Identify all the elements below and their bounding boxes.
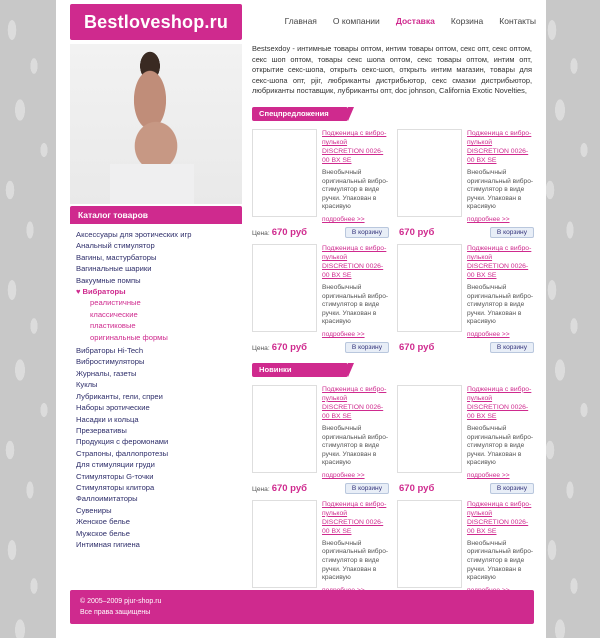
price-value: 670 руб <box>399 341 435 353</box>
product-card[interactable] <box>252 244 389 353</box>
sidebar-item-gspot[interactable]: Стимуляторы G-точки <box>76 471 154 481</box>
product-name[interactable]: Подженица с вибро-пулькой DISCRETION 0026-00 BX SE <box>322 244 387 279</box>
price-value: 670 руб <box>271 226 308 238</box>
product-details-link[interactable]: подробнее >> <box>467 471 510 479</box>
sidebar-item-magazines[interactable]: Журналы, газеты <box>76 368 137 378</box>
section-title-special: Спецпредложения <box>252 107 348 121</box>
sidebar-item-balls[interactable]: Вагинальные шарики <box>76 264 152 274</box>
product-description: Внеобычный оригинальный вибро-стимулятор в виде ручки. Упакован в красивую <box>467 539 534 582</box>
product-buy-row <box>397 223 534 238</box>
product-info <box>467 244 534 338</box>
sidebar-item-strapons[interactable]: Страпоны, фаллопротезы <box>76 448 169 458</box>
nav-item-about[interactable]: О компании <box>332 16 380 26</box>
product-price <box>252 483 307 494</box>
product-info <box>322 385 389 479</box>
add-to-cart-button[interactable]: В корзину <box>345 483 389 494</box>
price-value: 670 руб <box>271 341 308 353</box>
price-value: 670 руб <box>271 482 308 494</box>
catalog-list <box>70 224 242 558</box>
background-pattern-right <box>540 0 600 638</box>
product-thumbnail[interactable] <box>397 244 462 332</box>
price-value: 670 руб <box>399 482 435 494</box>
sidebar-subitem-realistic[interactable]: реалистичные <box>90 298 141 308</box>
price-label: Цена: <box>252 229 270 237</box>
product-name[interactable]: Подженица с вибро-пулькой DISCRETION 0026-00 BX SE <box>467 500 532 535</box>
product-grid-new <box>252 385 534 609</box>
product-buy-row <box>397 338 534 353</box>
product-name[interactable]: Подженица с вибро-пулькой DISCRETION 0026-00 BX SE <box>467 385 532 420</box>
product-details-link[interactable]: подробнее >> <box>467 330 510 338</box>
sidebar-subitems-vibrators <box>90 297 238 343</box>
sidebar-item-vibrators[interactable]: ♥ Вибраторы <box>76 286 238 297</box>
price-label: Цена: <box>252 344 270 352</box>
product-info <box>467 129 534 223</box>
product-card[interactable] <box>252 385 389 494</box>
product-description: Внеобычный оригинальный вибро-стимулятор в виде ручки. Упакован в красивую <box>322 424 389 467</box>
product-thumbnail[interactable] <box>252 244 317 332</box>
product-price <box>252 227 307 238</box>
sidebar-item-women-lingerie[interactable]: Женское белье <box>76 517 130 527</box>
product-buy-row <box>397 479 534 494</box>
top-navigation <box>285 16 536 26</box>
site-header <box>56 0 546 44</box>
product-details-link[interactable]: подробнее >> <box>467 215 510 223</box>
intro-text: Bestsexdoy - интимные товары оптом, интим товары оптом, секс опт, секс оптом, секс шоп оптом, товары секс шопа оптом, секс товары оптом, интим опт, открытие секс-шопа, открыть секс-шоп, открыть интим магазин, товары для секс-шопа опт, рјіг, любриканты дистрибьютор, секс смазки дистрибьютор, любриканты поставщик, лубриканты опт, doc johnson, California Exotic Novelties, <box>252 44 532 96</box>
sidebar-item-vibrostim[interactable]: Вибростимуляторы <box>76 357 145 367</box>
sidebar-item-anal[interactable]: Анальный стимулятор <box>76 241 155 251</box>
product-name[interactable]: Подженица с вибро-пулькой DISCRETION 0026-00 BX SE <box>322 385 387 420</box>
hero-pedestal <box>110 164 194 204</box>
sidebar <box>70 206 242 558</box>
sidebar-item-dolls[interactable]: Куклы <box>76 380 98 390</box>
product-description: Внеобычный оригинальный вибро-стимулятор в виде ручки. Упакован в красивую <box>467 168 534 211</box>
hero-image <box>70 44 242 204</box>
product-card[interactable] <box>397 244 534 353</box>
product-info <box>322 129 389 223</box>
nav-item-delivery[interactable]: Доставка <box>395 16 435 26</box>
product-card[interactable] <box>252 129 389 238</box>
sidebar-subitem-classic[interactable]: классические <box>90 309 138 319</box>
product-buy-row <box>252 223 389 238</box>
sidebar-item-dildos[interactable]: Фаллоимитаторы <box>76 494 138 504</box>
product-description: Внеобычный оригинальный вибро-стимулятор в виде ручки. Упакован в красивую <box>322 539 389 582</box>
sidebar-subitem-original[interactable]: оригинальные формы <box>90 332 168 342</box>
product-name[interactable]: Подженица с вибро-пулькой DISCRETION 0026-00 BX SE <box>322 500 387 535</box>
product-name[interactable]: Подженица с вибро-пулькой DISCRETION 0026-00 BX SE <box>322 129 387 164</box>
product-description: Внеобычный оригинальный вибро-стимулятор в виде ручки. Упакован в красивую <box>467 283 534 326</box>
product-details-link[interactable]: подробнее >> <box>322 471 365 479</box>
product-card[interactable] <box>397 385 534 494</box>
background-pattern-left <box>0 0 60 638</box>
add-to-cart-button[interactable]: В корзину <box>490 342 534 353</box>
section-title-new: Новинки <box>252 363 348 377</box>
product-description: Внеобычный оригинальный вибро-стимулятор в виде ручки. Упакован в красивую <box>467 424 534 467</box>
nav-item-cart[interactable]: Корзина <box>450 16 484 26</box>
product-price <box>397 227 434 238</box>
sidebar-item-clitoris[interactable]: Стимуляторы клитора <box>76 482 155 492</box>
product-thumbnail[interactable] <box>252 129 317 217</box>
product-price <box>397 342 434 353</box>
sidebar-item-pheromones[interactable]: Продукция с феромонами <box>76 437 169 447</box>
sidebar-subitem-plastic[interactable]: пластиковые <box>90 321 136 331</box>
add-to-cart-button[interactable]: В корзину <box>490 227 534 238</box>
product-grid-special <box>252 129 534 353</box>
product-details-link[interactable]: подробнее >> <box>322 330 365 338</box>
product-buy-row <box>252 338 389 353</box>
nav-item-contacts[interactable]: Контакты <box>499 16 536 26</box>
sidebar-item-men-lingerie[interactable]: Мужское белье <box>76 528 130 538</box>
product-thumbnail[interactable] <box>397 500 462 588</box>
sidebar-item-souvenirs[interactable]: Сувениры <box>76 505 112 515</box>
product-thumbnail[interactable] <box>397 129 462 217</box>
product-buy-row <box>252 479 389 494</box>
site-footer <box>70 590 534 624</box>
price-value: 670 руб <box>399 226 435 238</box>
sidebar-item-rings[interactable]: Насадки и кольца <box>76 414 139 424</box>
product-info <box>322 244 389 338</box>
product-description: Внеобычный оригинальный вибро-стимулятор в виде ручки. Упакован в красивую <box>322 283 389 326</box>
product-info <box>467 385 534 479</box>
product-card[interactable] <box>397 129 534 238</box>
sidebar-item-breast[interactable]: Для стимуляции груди <box>76 460 155 470</box>
product-thumbnail[interactable] <box>252 385 317 473</box>
sidebar-item-accessories[interactable]: Аксессуары для эротических игр <box>76 230 192 239</box>
product-name[interactable]: Подженица с вибро-пулькой DISCRETION 0026-00 BX SE <box>467 129 532 164</box>
product-info <box>467 500 534 594</box>
product-info <box>322 500 389 594</box>
footer-rights: Все права защищены <box>80 609 151 616</box>
product-thumbnail[interactable] <box>397 385 462 473</box>
nav-item-home[interactable]: Главная <box>284 16 317 26</box>
add-to-cart-button[interactable]: В корзину <box>345 342 389 353</box>
footer-copyright: © 2005–2009 pjur-shop.ru <box>80 598 162 605</box>
sidebar-item-pumps[interactable]: Вакуумные помпы <box>76 275 141 285</box>
price-label: Цена: <box>252 485 270 493</box>
add-to-cart-button[interactable]: В корзину <box>490 483 534 494</box>
sidebar-item-condoms[interactable]: Презервативы <box>76 425 127 435</box>
product-price <box>397 483 434 494</box>
sidebar-item-vaginas[interactable]: Вагины, мастурбаторы <box>76 252 157 262</box>
sidebar-item-hygiene[interactable]: Интимная гигиена <box>76 539 140 549</box>
product-details-link[interactable]: подробнее >> <box>322 215 365 223</box>
sidebar-item-sets[interactable]: Наборы эротические <box>76 403 150 413</box>
add-to-cart-button[interactable]: В корзину <box>345 227 389 238</box>
site-logo[interactable]: Bestloveshop.ru <box>70 4 242 40</box>
product-description: Внеобычный оригинальный вибро-стимулятор в виде ручки. Упакован в красивую <box>322 168 389 211</box>
sidebar-item-lubricants[interactable]: Лубриканты, гели, спреи <box>76 391 163 401</box>
product-name[interactable]: Подженица с вибро-пулькой DISCRETION 0026-00 BX SE <box>467 244 532 279</box>
page-container <box>56 0 546 638</box>
product-thumbnail[interactable] <box>252 500 317 588</box>
main-content <box>252 44 534 609</box>
product-price <box>252 342 307 353</box>
sidebar-title: Каталог товаров <box>70 206 242 224</box>
sidebar-item-hitech[interactable]: Вибраторы Hi-Tech <box>76 346 144 356</box>
